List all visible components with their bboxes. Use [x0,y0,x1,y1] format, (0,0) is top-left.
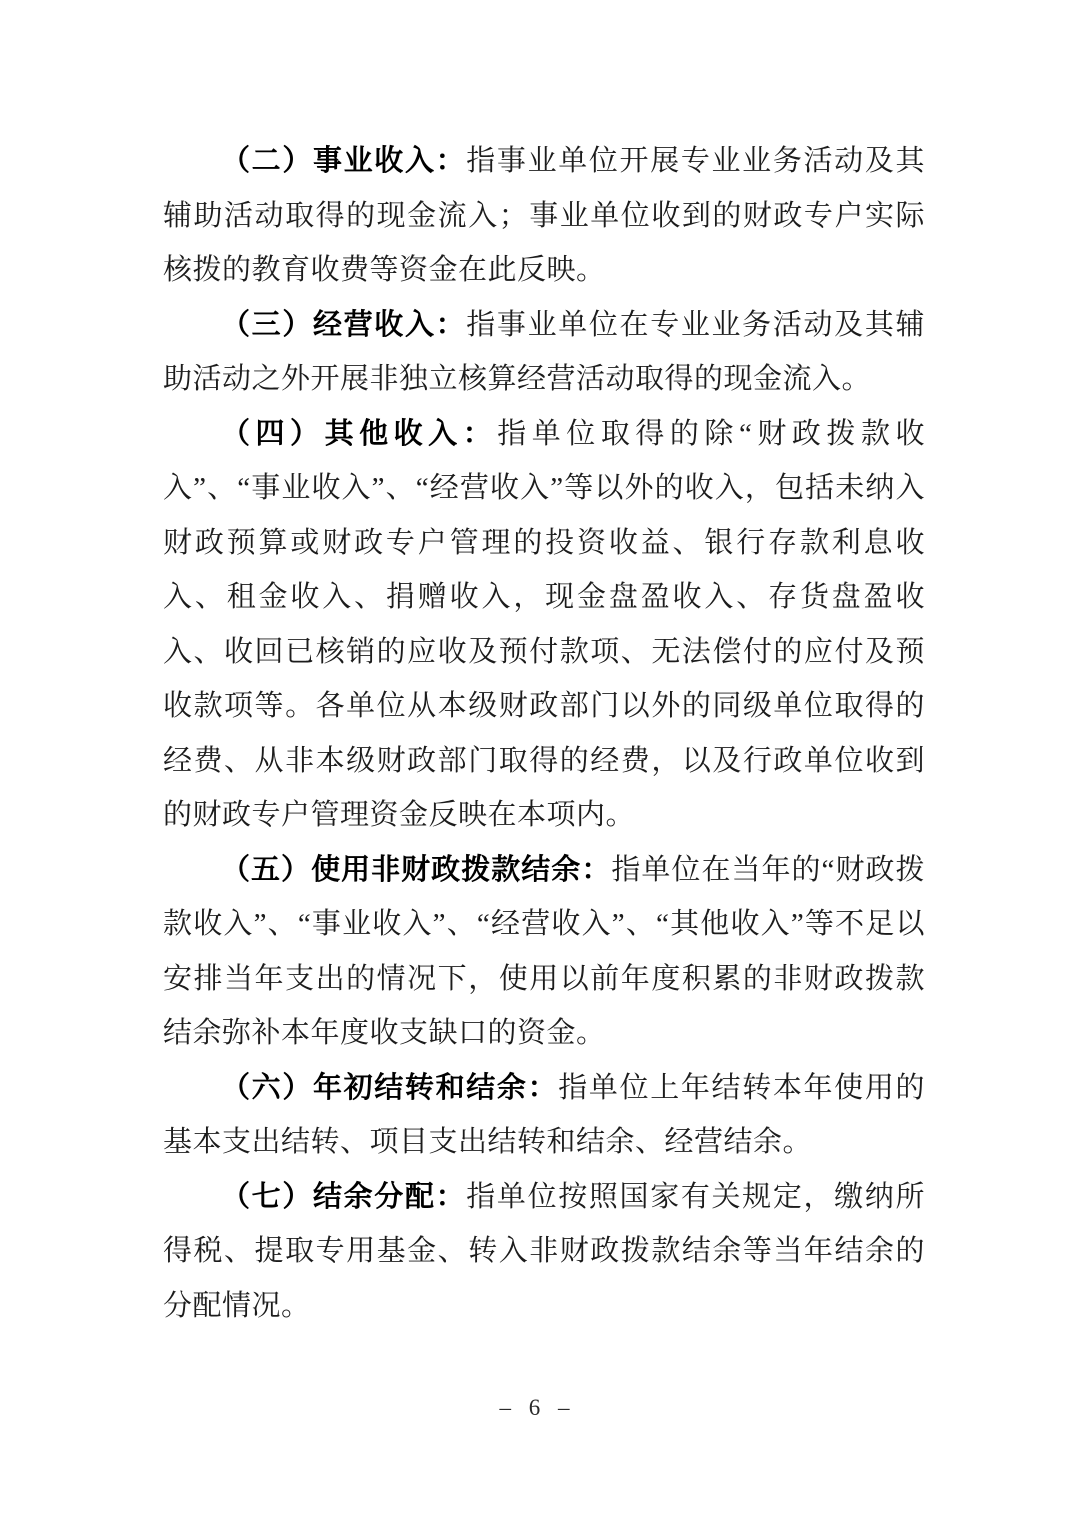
term-body: 指事业单位在专业业务活动及其辅助活动之外开展非独立核算经营活动取得的现金流入。 [163,308,925,395]
term-body: 指事业单位开展专业业务活动及其辅助活动取得的现金流入；事业单位收到的财政专户实际核拨的教育收费等资金在此反映。 [163,145,925,286]
term-heading: （三）经营收入： [221,308,467,341]
page-number: – 6 – [499,1395,576,1420]
term-heading: （五）使用非财政拨款结余： [221,853,612,886]
definition-paragraph-surplus-distribution [163,1170,925,1334]
page-footer [0,1395,1075,1421]
term-heading: （四）其他收入： [221,417,498,450]
term-heading: （六）年初结转和结余： [221,1071,559,1104]
page-body-text [163,134,925,1333]
term-body: 指单位按照国家有关规定，缴纳所得税、提取专用基金、转入非财政拨款结余等当年结余的分配情况。 [163,1180,925,1322]
definition-paragraph-beginning-year-carryover [163,1061,925,1170]
term-body: 指单位取得的除“财政拨款收入”、“事业收入”、“经营收入”等以外的收入，包括未纳入财政预算或财政专户管理的投资收益、银行存款利息收入、租金收入、捐赠收入，现金盘盈收入、存货盘盈收入、收回已核销的应收及预付款项、无法偿付的应付及预收款项等。各单位从本级财政部门以外的同级单位取得的经费、从非本级财政部门取得的经费，以及行政单位收到的财政专户管理资金反映在本项内。 [163,417,925,831]
definition-paragraph-operating-income [163,298,925,407]
definition-paragraph-business-income [163,134,925,298]
term-body: 指单位上年结转本年使用的基本支出结转、项目支出结转和结余、经营结余。 [163,1071,925,1158]
definition-paragraph-other-income [163,407,925,843]
term-body: 指单位在当年的“财政拨款收入”、“事业收入”、“经营收入”、“其他收入”等不足以安排当年支出的情况下，使用以前年度积累的非财政拨款结余弥补本年度收支缺口的资金。 [163,853,925,1049]
term-heading: （二）事业收入： [221,145,467,177]
term-heading: （七）结余分配： [221,1180,467,1213]
definition-paragraph-non-fiscal-carryover-use [163,843,925,1061]
